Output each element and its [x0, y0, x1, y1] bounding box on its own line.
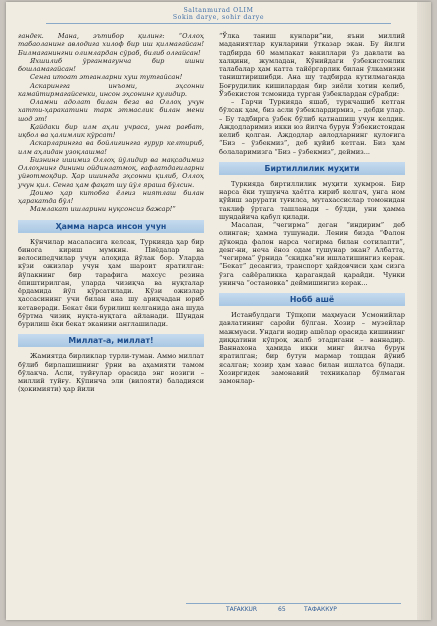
page-number: 65 — [278, 606, 286, 613]
right-column — [219, 32, 405, 385]
section-heading: Ҳамма нарса инсон учун — [18, 220, 204, 233]
paragraph: Аскарингга инъоми, эҳсонни камайтирмагайсенки, инсон эҳсонинг қулидир. — [18, 81, 204, 98]
paragraph: Қайдаки бир илм аҳли учраса, унга рағбат, иқбол ва ҳалимлик кўрсат! — [18, 122, 204, 139]
left-column — [18, 32, 204, 394]
running-header — [6, 7, 431, 22]
paragraph: Истанбулдаги Тўпқопи маҳмуаси Усмонийлар давлатининг саройи бўлган. Хозир – музейлар мажмуаси. Ундаги нодир ашёлар орасида кишининг диққатини кўпроқ жалб этадигани – ваннадир. Ваннахона ҳамида икки минг йилча бурун яратилган; бир бутун мармар тошдан йўниб ясалган; хозир ҳам хавас билан ишлатса бўлади. Хозиргидек замонавий техникалар бўлмаган замонлар- — [219, 311, 405, 385]
paragraph: Жамиятда бирликлар турли-туман. Аммо миллат бўлиб бирлашишнинг ўрни ва аҳамияти тамом бўлакча. Асли, туйғулар орасида энг нозиги – миллий туйғу. Кўпинча эли (вилояти) баладияси (ҳокимияти) ҳар йили — [18, 352, 204, 394]
paragraph: Мамлакат ишларини нуқсонсиз бажар!” — [30, 205, 176, 214]
footer-magazine-latin: ТАFAKKUR — [226, 606, 258, 613]
paragraph: гандек. Мана, эътибор қилинг: “Оллоҳ табаоланинг авлодига хилоф бир иш қилмагайсан! Билмаганингни олимлардан сўраб, билиб олгайсан! — [18, 32, 204, 57]
page-spine-shadow — [417, 2, 431, 620]
paragraph: – Гарчи Туркияда яшаб, туркчашиб кетган бўлсак ҳам, биз асли ўзбеклардирмиз, – дебди улар. – Бу тадбирга ўзбек бўлиб қатнашиш учун келдик. Аждодларимиз икки юз йилча бурун Ўзбекистондан келиб қолган. Аждодлар авлодларнинг қулоғига “Биз – ўзбекмиз”, деб қуйиб кетган. Биз ҳам болаларимизга “Биз – ўзбекмиз”, деймиз... — [219, 98, 405, 156]
header-subtitle: Sokin darye, sohir darye — [172, 14, 265, 22]
paragraph: Масалан, “чегирма” деган “индирим” деб олинган; ҳамма тушунади. Ленин бизда “Фалон дўконда фалон нарса чегирма билан сотилапти”, денг-ни, неча ёноз одам тушунар экан? Албатта, “чегирма” ўрнида “скидка”ни ишлатишингиз керак. “Бекат” десангиз, транспорт ҳайдовчиси ҳам сизга ўзга сайёраликка қарагандай қарайди. Чунки унинча “остановка” деймишингиз керак... — [219, 221, 405, 287]
page-footer — [186, 603, 401, 614]
header-rule — [46, 23, 391, 24]
paragraph: Кўнчилар масаласига келсак, Туркияда ҳар бир бинога кириш мумкин. Пиёдалар ва велосипедчилар учун алоҳида йўлак бор. Уларда кўзи ожизлар учун ҳам шароит яратилган: йўлакнинг бир тарафига махсус резина ёпиштирилган, уларда чизиқча ва нуқталар ёрдамида йўл кўрсатилади. Кўзи ожизлар ҳассасининг учи билан ана шу ариқчадан юриб кетаверади. Бекат ёки бурилиш келганида ана шуда бўртма чизиқ нуқта-нуқтага айланади. Шундан бурилиш ёки бекат эканини англашилади. — [18, 237, 204, 328]
paragraph: “Ўлка таниш кунлари”ни, яъни миллий маданиятлар кунларини ўтказар экан. Бу йилги тадбирда 60 мамлакат вакиллари ўз давлати ва халқини, жумладан, Кўнийдаги ўзбекистонлик талабалар ҳам катта тайёргарлик билан ўлкамизни таништиришибди. Ана шу тадбирда кутилмаганда Боғрудилик кишилардан бир зиёли хотин келиб, Ўзбекистон тсмонида турган ўзбеклардан сўрабди: — [219, 32, 405, 98]
section-heading: Нобб ашё — [219, 293, 405, 306]
paragraph: Сенга итоат этганларни хуш тутгайсан! — [30, 73, 183, 82]
paragraph: Оламни адолат билан беза ва Оллоҳ учун хатти-ҳаракатини тарк этмаслик билан мени шод эт! — [18, 98, 204, 123]
paragraph: Доимо ҳар китобга ёлғиз ниятлаш билан ҳаракатда бўл! — [18, 188, 204, 205]
magazine-page — [6, 2, 431, 620]
paragraph: Аскарларингга ва бойлигингга ғурур келтириб, илм аҳлидан узоқлашма! — [18, 139, 204, 156]
section-heading: Миллат-а, миллат! — [18, 334, 204, 347]
paragraph: Яхшилиб ўрганмагунча бир ишни бошламагайсан! — [18, 56, 204, 73]
footer-magazine-cyrillic: ТАФАККУР — [304, 606, 337, 613]
paragraph: Бизнинг ишимиз Оллоҳ йўлидир ва мақсадимиз Оллоҳнинг динини ойдинлатмоқ, ғафлатдагиларни уйғотмоқдир. Ҳар ишингда эҳсонни қилиб, Оллоҳ учун қил. Сенга ҳам фақат шу йўл яраша бўлсин. — [18, 155, 204, 189]
paragraph: Туркияда биртиллилик муҳити ҳукмрон. Бир нарса ёки тушунча ҳаётга кириб келгач, унга ном қўйиш зарурати туғилса, мутахассислар томонидан таклиф ўртага ташланади – бўлди, уни ҳамма шундайича қабул қилади. — [219, 179, 405, 221]
header-author: Saltanmurad OLIM — [183, 7, 254, 14]
section-heading: Биртиллилик муҳити — [219, 162, 405, 175]
